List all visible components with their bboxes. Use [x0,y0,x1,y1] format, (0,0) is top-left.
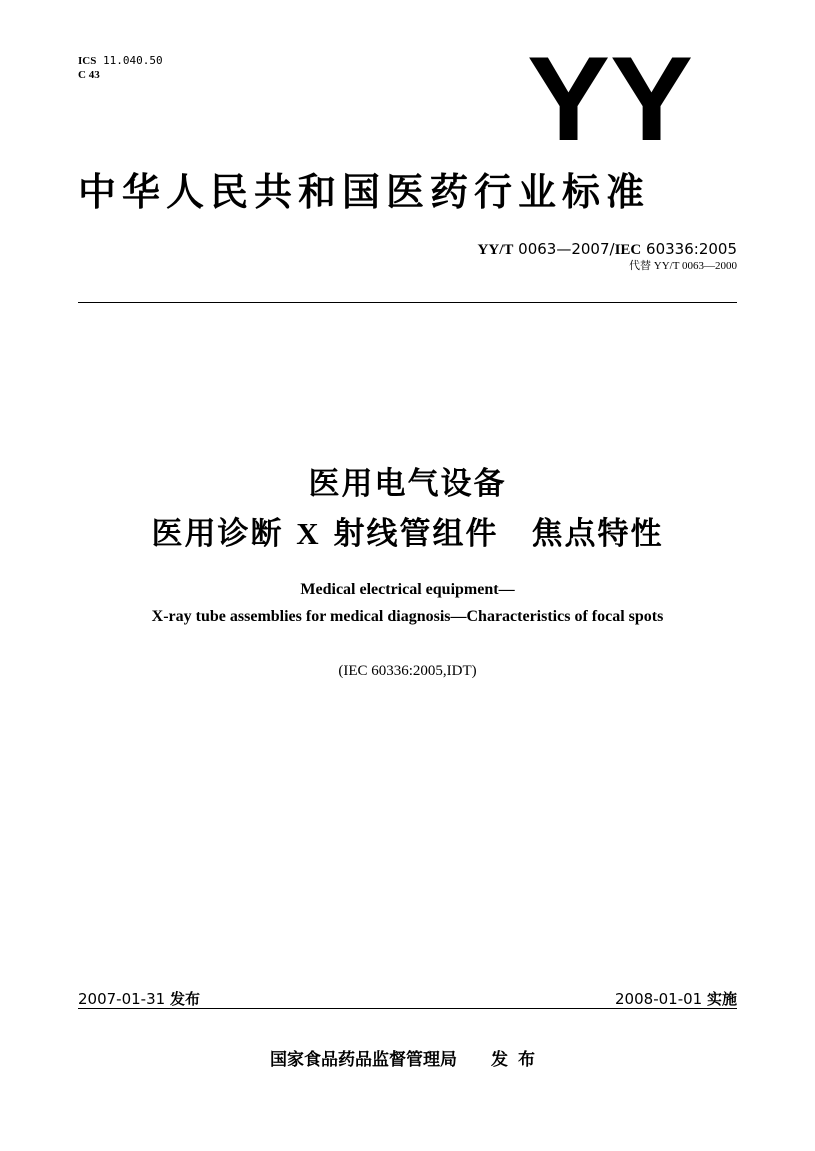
implementation-date: 2008-01-01 实施 [615,990,737,1008]
english-title-line1: Medical electrical equipment— [300,581,515,598]
replaces-standard: 代替 YY/T 0063—2000 [629,260,737,272]
standard-number: YY/T 0063—2007/IEC 60336:2005 [477,240,737,258]
equivalence-note: (IEC 60336:2005,IDT) [338,663,477,679]
issue-date: 2007-01-31 发布 [78,990,200,1008]
issuing-org-title: 中华人民共和国医药行业标准 [78,170,651,214]
chinese-title-line2: 医用诊断 X 射线管组件 焦点特性 [151,516,664,552]
ics-code: ICS 11.040.50 [78,54,163,67]
publisher: 国家食品药品监督管理局 发布 [270,1050,545,1070]
footer-divider [78,1008,737,1009]
classification-codes [78,54,163,82]
chinese-title-line1: 医用电气设备 [308,466,507,502]
english-title-line2: X-ray tube assemblies for medical diagnosis—Characteristics of focal spots [151,608,664,625]
ccs-code: C 43 [78,69,100,81]
yy-logo-text: YY [527,50,693,145]
yy-logo [525,50,695,145]
header-divider [78,302,737,303]
